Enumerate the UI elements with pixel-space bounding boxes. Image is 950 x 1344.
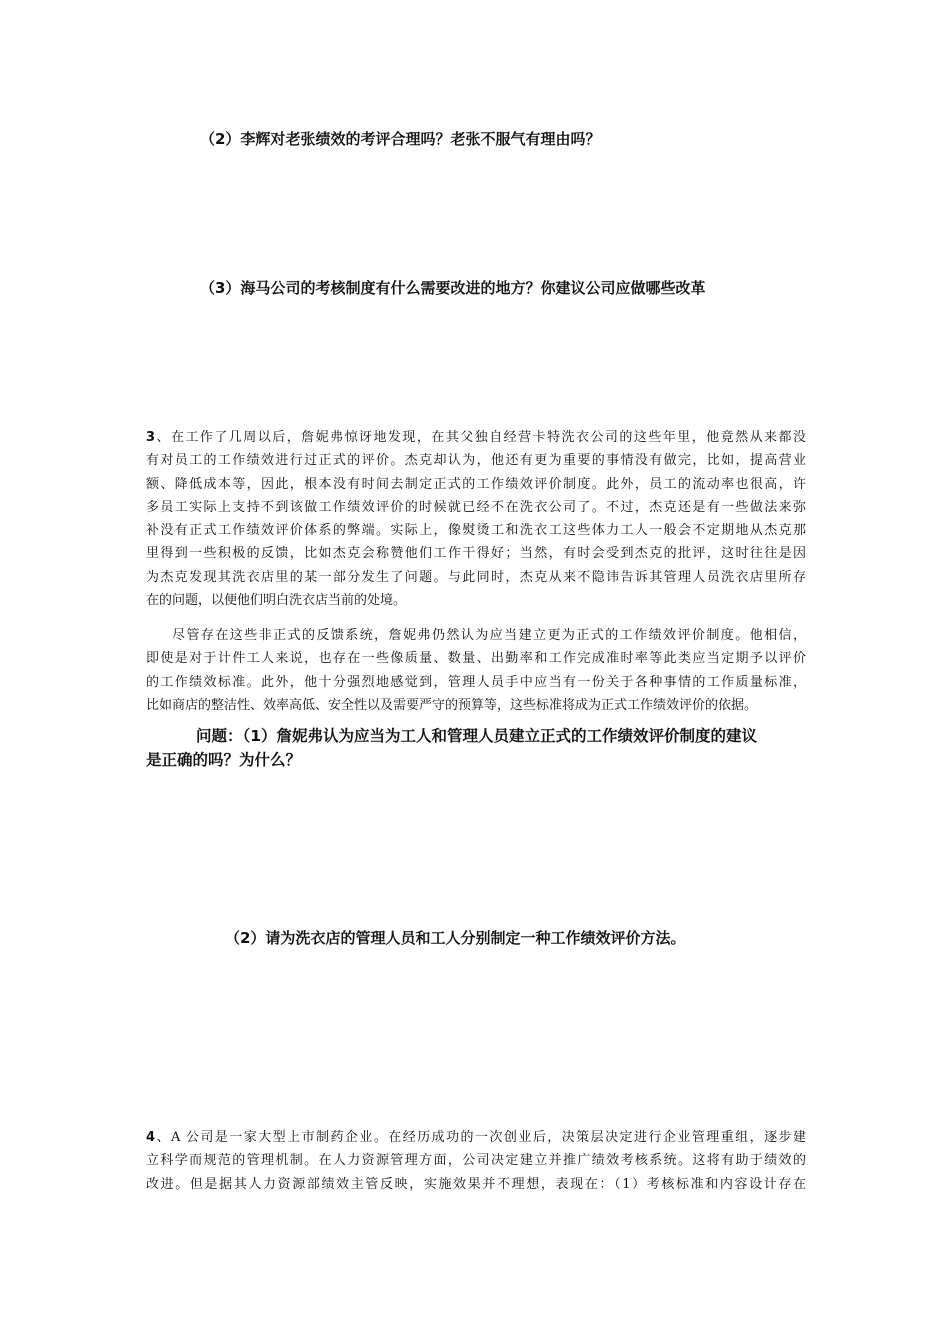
case3-p1-line-3: 额、降低成本等，因此，根本没有时间去制定正式的工作绩效评价制度。此外，员工的流动率也很高，许 (146, 476, 806, 492)
case3-paragraph-1 (146, 426, 806, 612)
case3-separator: 、 (155, 430, 171, 445)
case4-p1-line-1 (146, 1126, 806, 1149)
case3-number: 3 (146, 430, 156, 445)
case4-p1-line-3: 改进。但是据其人力资源部绩效主管反映，实施效果并不理想，表现在：（1）考核标准和内容设计存在 (146, 1176, 806, 1192)
case3-p1-line-1-text: 在工作了几周以后，詹妮弗惊讶地发现，在其父独自经营卡特洗衣公司的这些年里，他竟然从来都没 (170, 430, 806, 445)
case3-question-1 (146, 724, 806, 772)
case3-p2-line-3: 的工作绩效标准。此外，他十分强烈地感觉到，管理人员手中应当有一份关于各种事情的工作质量标准， (146, 674, 806, 690)
case3-p1-line-8: 在的问题，以便他们明白洗衣店当前的处境。 (146, 593, 407, 609)
case4-paragraph-1 (146, 1126, 806, 1196)
case3-p1-line-6: 里得到一些积极的反馈，比如杰克会称赞他们工作干得好；当然，有时会受到杰克的批评，这时往往是因 (146, 546, 806, 562)
case3-p1-line-1 (146, 426, 806, 449)
case4-number: 4 (146, 1130, 156, 1145)
case3-question-1-line-1 (146, 724, 806, 748)
case3-p1-line-7: 为杰克发现其洗衣店里的某一部分发生了问题。与此同时，杰克从来不隐讳告诉其管理人员洗衣店里所存 (146, 569, 806, 585)
case4-p1-line-1-text: A 公司是一家大型上市制药企业。在经历成功的一次创业后，决策层决定进行企业管理重组，逐步建 (170, 1130, 806, 1145)
case3-question-1-text-1: 问题：（1）詹妮弗认为应当为工人和管理人员建立正式的工作绩效评价制度的建议 (196, 727, 758, 745)
case3-p1-line-2: 有对员工的工作绩效进行过正式的评价。杰克却认为，他还有更为重要的事情没有做完，比如，提高营业 (146, 453, 806, 469)
case3-p1-line-4: 多员工实际上支持不到该做工作绩效评价的时候就已经不在洗衣公司了。不过，杰克还是有一些做法来弥 (146, 499, 806, 515)
case4-p1-line-2: 立科学而规范的管理机制。在人力资源管理方面，公司决定建立并推广绩效考核系统。这将有助于绩效的 (146, 1153, 806, 1169)
case3-question-1-line-2: 是正确的吗？为什么？ (146, 751, 302, 769)
case2-question-3: （3）海马公司的考核制度有什么需要改进的地方？你建议公司应做哪些改革 (200, 279, 706, 297)
case3-question-2: （2）请为洗衣店的管理人员和工人分别制定一种工作绩效评价方法。 (225, 929, 686, 947)
case4-separator: 、 (155, 1130, 171, 1145)
case3-p2-line-2: 即使是对于计件工人来说，也存在一些像质量、数量、出勤率和工作完成准时率等此类应当定期予以评价 (146, 651, 806, 667)
case3-p1-line-5: 补没有正式工作绩效评价体系的弊端。实际上，像熨烫工和洗衣工这些体力工人一般会不定期地从杰克那 (146, 523, 806, 539)
case3-p2-line-1: 尽管存在这些非正式的反馈系统，詹妮弗仍然认为应当建立更为正式的工作绩效评价制度。他相信， (172, 628, 806, 643)
case2-question-2: （2）李辉对老张绩效的考评合理吗？老张不服气有理由吗？ (200, 130, 601, 148)
case3-paragraph-2 (146, 624, 806, 717)
case3-p2-line-4: 比如商店的整洁性、效率高低、安全性以及需要严守的预算等，这些标准将成为正式工作绩效评价的依据。 (146, 697, 758, 713)
